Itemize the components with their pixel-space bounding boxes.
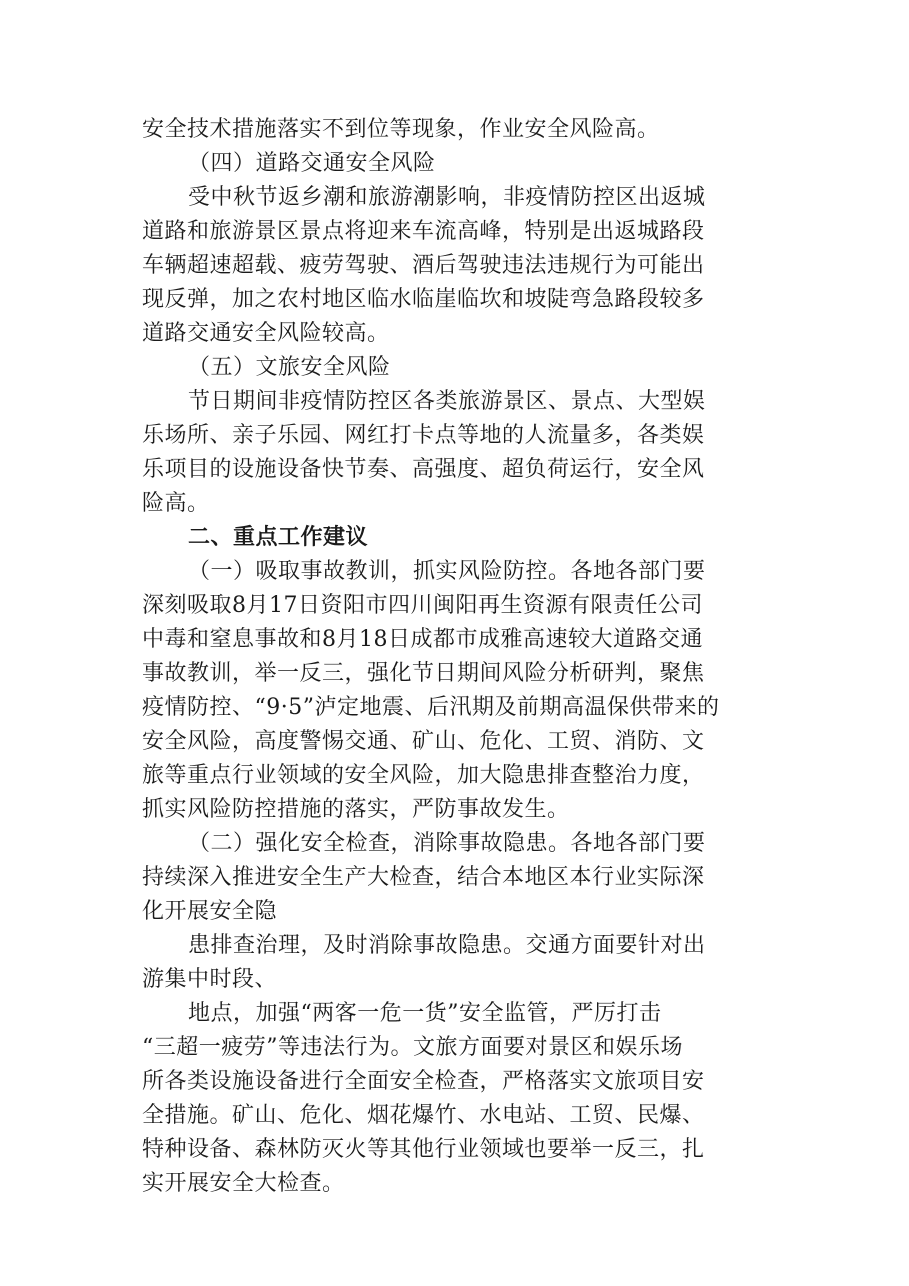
text-line: 深刻吸取8月17日资阳市四川闽阳再生资源有限责任公司: [142, 593, 703, 618]
text-line: 险高。: [142, 491, 210, 516]
text-line: 持续深入推进安全生产大检查，结合本地区本行业实际深: [142, 865, 705, 890]
text-line: 化开展安全隐: [142, 899, 278, 924]
text-line: （二）强化安全检查，消除事故隐患。各地各部门要: [188, 831, 706, 856]
text-line: 旅等重点行业领域的安全风险，加大隐患排查整治力度，: [142, 763, 705, 788]
text-line: 中毒和窒息事故和8月18日成都市成雅高速较大道路交通: [142, 627, 703, 652]
text-line: 疫情防控、“9·5”泸定地震、后汛期及前期高温保供带来的: [142, 695, 720, 720]
text-line: 乐项目的设施设备快节奏、高强度、超负荷运行，安全风: [142, 457, 705, 482]
text-line: 乐场所、亲子乐园、网红打卡点等地的人流量多，各类娱: [142, 423, 705, 448]
text-line: 道路交通安全风险较高。: [142, 321, 390, 346]
text-line: 患排查治理，及时消除事故隐患。交通方面要针对出: [188, 933, 706, 958]
text-line: 道路和旅游景区景点将迎来车流高峰，特别是出返城路段: [142, 219, 705, 244]
text-line: 实开展安全大检查。: [142, 1171, 345, 1196]
text-line: 抓实风险防控措施的落实，严防事故发生。: [142, 797, 570, 822]
text-line: 事故教训，举一反三，强化节日期间风险分析研判，聚焦: [142, 661, 705, 686]
text-line: （一）吸取事故教训，抓实风险防控。各地各部门要: [188, 559, 706, 584]
text-line: 受中秋节返乡潮和旅游潮影响，非疫情防控区出返城: [188, 185, 706, 210]
text-line: 节日期间非疫情防控区各类旅游景区、景点、大型娱: [188, 389, 706, 414]
text-line: 安全技术措施落实不到位等现象，作业安全风险高。: [142, 117, 660, 142]
text-line: 地点，加强“两客一危一货”安全监管，严厉打击: [188, 1001, 662, 1026]
section-heading: 二、重点工作建议: [188, 525, 369, 550]
text-line: 所各类设施设备进行全面安全检查，严格落实文旅项目安: [142, 1069, 705, 1094]
text-line: 游集中时段、: [142, 967, 278, 992]
text-line: 特种设备、森林防灭火等其他行业领域也要举一反三，扎: [142, 1137, 705, 1162]
text-line: 全措施。矿山、危化、烟花爆竹、水电站、工贸、民爆、: [142, 1103, 705, 1128]
text-line: 车辆超速超载、疲劳驾驶、酒后驾驶违法违规行为可能出: [142, 253, 705, 278]
subheading-culture-tourism-risk: （五）文旅安全风险: [188, 355, 391, 380]
subheading-road-traffic-risk: （四）道路交通安全风险: [188, 151, 436, 176]
text-line: 现反弹，加之农村地区临水临崖临坎和坡陡弯急路段较多: [142, 287, 705, 312]
text-line: 安全风险，高度警惕交通、矿山、危化、工贸、消防、文: [142, 729, 705, 754]
text-line: “三超一疲劳”等违法行为。文旅方面要对景区和娱乐场: [142, 1035, 683, 1060]
